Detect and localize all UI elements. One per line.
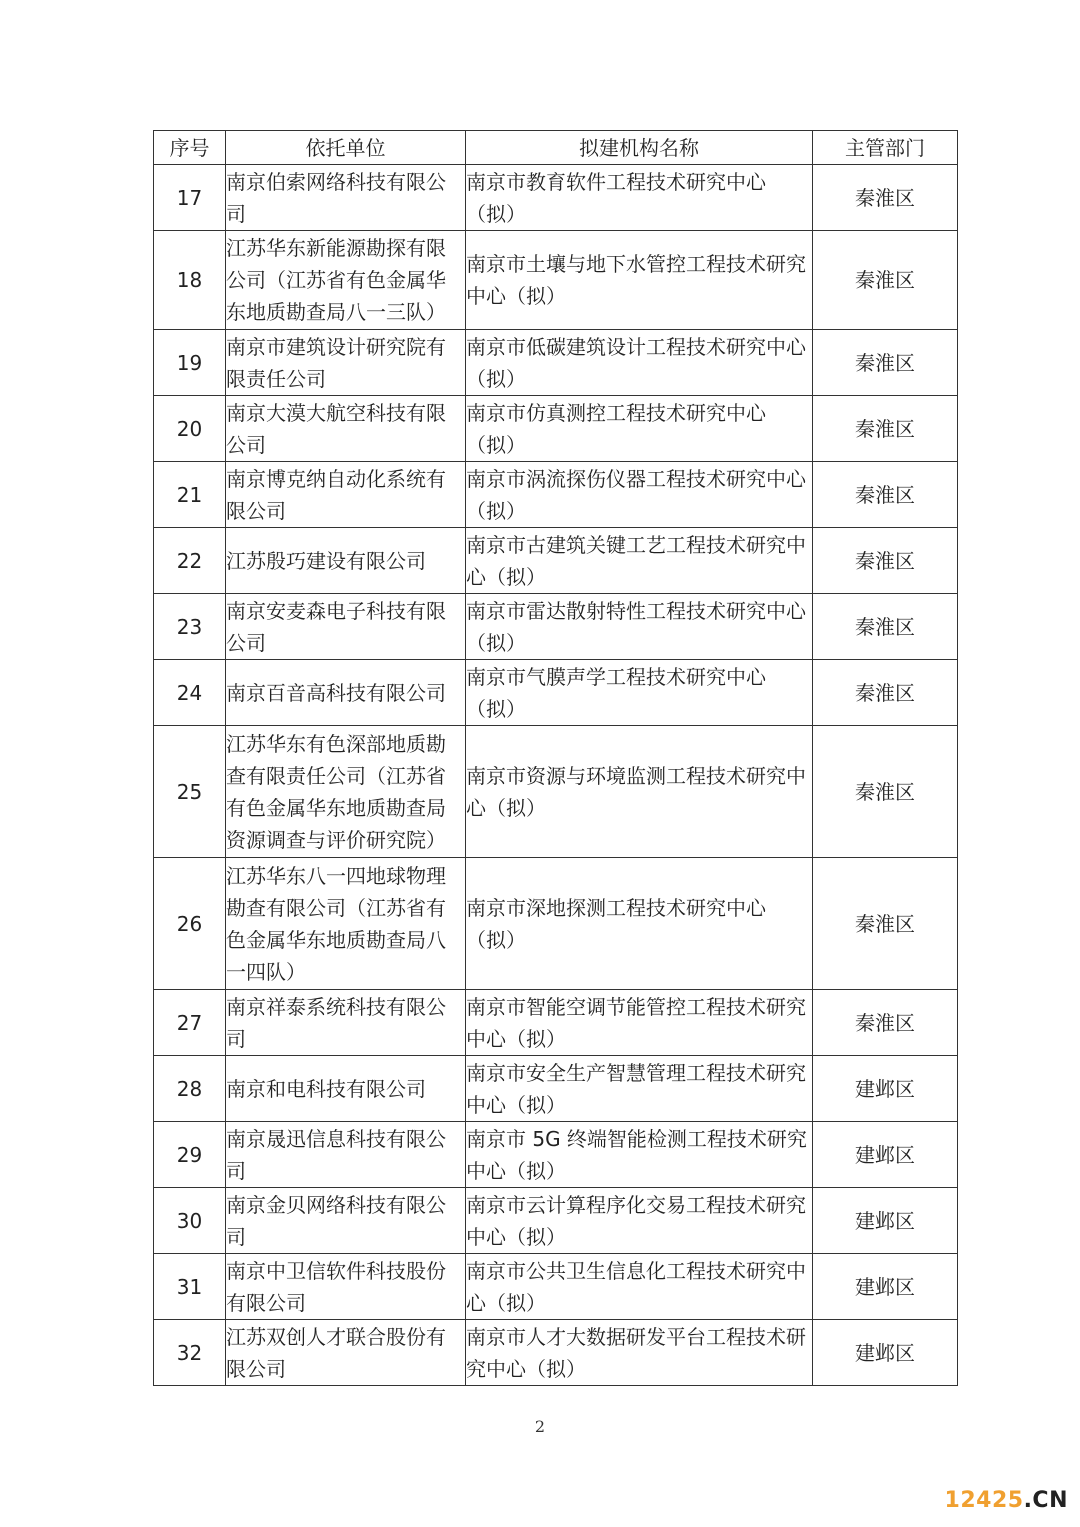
cell-institution: 南京市资源与环境监测工程技术研究中心（拟） <box>466 726 813 858</box>
cell-unit: 南京金贝网络科技有限公司 <box>226 1188 466 1254</box>
table-row <box>154 165 958 231</box>
cell-department: 秦淮区 <box>813 231 958 330</box>
page-number: 2 <box>534 1417 546 1436</box>
cell-department: 秦淮区 <box>813 330 958 396</box>
cell-department: 建邺区 <box>813 1188 958 1254</box>
cell-seq: 22 <box>154 528 226 594</box>
cell-department: 秦淮区 <box>813 528 958 594</box>
cell-unit: 南京百音高科技有限公司 <box>226 660 466 726</box>
table-row <box>154 726 958 858</box>
cell-seq: 26 <box>154 858 226 990</box>
cell-department: 秦淮区 <box>813 990 958 1056</box>
cell-seq: 28 <box>154 1056 226 1122</box>
cell-department: 建邺区 <box>813 1056 958 1122</box>
cell-seq: 25 <box>154 726 226 858</box>
cell-institution: 南京市仿真测控工程技术研究中心（拟） <box>466 396 813 462</box>
cell-seq: 21 <box>154 462 226 528</box>
table-row <box>154 1056 958 1122</box>
cell-seq: 20 <box>154 396 226 462</box>
table-row <box>154 1320 958 1386</box>
cell-institution: 南京市公共卫生信息化工程技术研究中心（拟） <box>466 1254 813 1320</box>
project-table <box>153 130 958 1386</box>
cell-department: 秦淮区 <box>813 462 958 528</box>
cell-institution: 南京市 5G 终端智能检测工程技术研究中心（拟） <box>466 1122 813 1188</box>
cell-department: 秦淮区 <box>813 396 958 462</box>
cell-seq: 24 <box>154 660 226 726</box>
table-row <box>154 330 958 396</box>
cell-unit: 南京祥泰系统科技有限公司 <box>226 990 466 1056</box>
header-seq: 序号 <box>154 131 226 165</box>
cell-unit: 南京中卫信软件科技股份有限公司 <box>226 1254 466 1320</box>
table-row <box>154 1122 958 1188</box>
cell-institution: 南京市人才大数据研发平台工程技术研究中心（拟） <box>466 1320 813 1386</box>
cell-seq: 17 <box>154 165 226 231</box>
cell-unit: 江苏殷巧建设有限公司 <box>226 528 466 594</box>
cell-seq: 32 <box>154 1320 226 1386</box>
cell-seq: 27 <box>154 990 226 1056</box>
cell-unit: 南京晟迅信息科技有限公司 <box>226 1122 466 1188</box>
header-unit: 依托单位 <box>226 131 466 165</box>
cell-department: 秦淮区 <box>813 858 958 990</box>
cell-unit: 南京安麦森电子科技有限公司 <box>226 594 466 660</box>
cell-seq: 23 <box>154 594 226 660</box>
cell-institution: 南京市云计算程序化交易工程技术研究中心（拟） <box>466 1188 813 1254</box>
header-department: 主管部门 <box>813 131 958 165</box>
cell-unit: 南京和电科技有限公司 <box>226 1056 466 1122</box>
table-row <box>154 1188 958 1254</box>
cell-institution: 南京市涡流探伤仪器工程技术研究中心（拟） <box>466 462 813 528</box>
cell-department: 建邺区 <box>813 1254 958 1320</box>
watermark-domain: .CN <box>1023 1488 1068 1513</box>
cell-seq: 29 <box>154 1122 226 1188</box>
table-row <box>154 1254 958 1320</box>
cell-unit: 江苏双创人才联合股份有限公司 <box>226 1320 466 1386</box>
cell-institution: 南京市深地探测工程技术研究中心（拟） <box>466 858 813 990</box>
cell-institution: 南京市土壤与地下水管控工程技术研究中心（拟） <box>466 231 813 330</box>
cell-unit: 南京市建筑设计研究院有限责任公司 <box>226 330 466 396</box>
cell-seq: 30 <box>154 1188 226 1254</box>
cell-department: 建邺区 <box>813 1122 958 1188</box>
watermark-number: 12425 <box>944 1488 1024 1513</box>
cell-unit: 南京伯索网络科技有限公司 <box>226 165 466 231</box>
table-row <box>154 231 958 330</box>
table-row <box>154 990 958 1056</box>
header-institution: 拟建机构名称 <box>466 131 813 165</box>
site-watermark <box>945 1488 1068 1513</box>
cell-unit: 南京博克纳自动化系统有限公司 <box>226 462 466 528</box>
table-row <box>154 660 958 726</box>
cell-unit: 南京大漠大航空科技有限公司 <box>226 396 466 462</box>
cell-department: 建邺区 <box>813 1320 958 1386</box>
cell-department: 秦淮区 <box>813 165 958 231</box>
cell-seq: 31 <box>154 1254 226 1320</box>
table-header-row <box>154 131 958 165</box>
table-row <box>154 594 958 660</box>
cell-seq: 18 <box>154 231 226 330</box>
cell-institution: 南京市安全生产智慧管理工程技术研究中心（拟） <box>466 1056 813 1122</box>
cell-department: 秦淮区 <box>813 660 958 726</box>
cell-department: 秦淮区 <box>813 726 958 858</box>
table-row <box>154 462 958 528</box>
table-row <box>154 396 958 462</box>
cell-institution: 南京市智能空调节能管控工程技术研究中心（拟） <box>466 990 813 1056</box>
cell-unit: 江苏华东有色深部地质勘查有限责任公司（江苏省有色金属华东地质勘查局资源调查与评价研究院） <box>226 726 466 858</box>
cell-institution: 南京市古建筑关键工艺工程技术研究中心（拟） <box>466 528 813 594</box>
cell-seq: 19 <box>154 330 226 396</box>
cell-institution: 南京市气膜声学工程技术研究中心（拟） <box>466 660 813 726</box>
table-row <box>154 528 958 594</box>
cell-institution: 南京市雷达散射特性工程技术研究中心（拟） <box>466 594 813 660</box>
cell-institution: 南京市教育软件工程技术研究中心（拟） <box>466 165 813 231</box>
cell-unit: 江苏华东新能源勘探有限公司（江苏省有色金属华东地质勘查局八一三队） <box>226 231 466 330</box>
cell-unit: 江苏华东八一四地球物理勘查有限公司（江苏省有色金属华东地质勘查局八一四队） <box>226 858 466 990</box>
table-row <box>154 858 958 990</box>
cell-department: 秦淮区 <box>813 594 958 660</box>
cell-institution: 南京市低碳建筑设计工程技术研究中心（拟） <box>466 330 813 396</box>
